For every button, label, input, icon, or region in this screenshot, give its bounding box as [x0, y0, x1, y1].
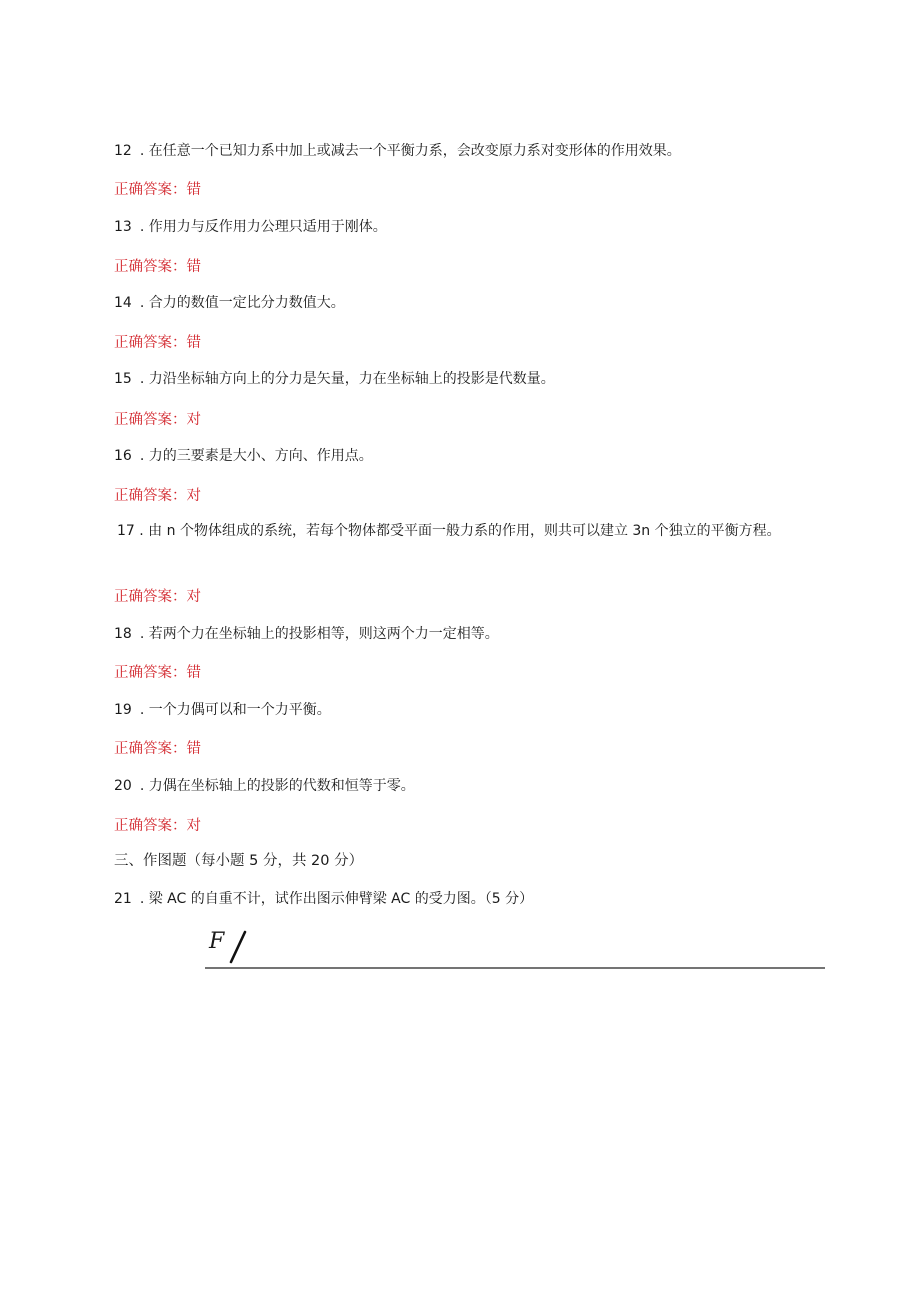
question-14 [114, 294, 345, 312]
answer-15: 正确答案：对 [114, 412, 201, 428]
question-number: 21 [114, 891, 132, 907]
question-number: 13 [114, 219, 132, 235]
question-number: 16 [114, 448, 132, 464]
question-text: . 作用力与反作用力公理只适用于刚体。 [139, 219, 387, 235]
question-12 [114, 142, 681, 160]
answer-18: 正确答案：错 [114, 665, 201, 681]
answer-17: 正确答案：对 [114, 589, 201, 605]
question-19 [114, 701, 331, 719]
question-15 [114, 370, 555, 388]
question-text: . 若两个力在坐标轴上的投影相等，则这两个力一定相等。 [139, 626, 499, 642]
question-number: 20 [114, 778, 132, 794]
answer-20: 正确答案：对 [114, 818, 201, 834]
answer-14: 正确答案：错 [114, 335, 201, 351]
answer-19: 正确答案：错 [114, 741, 201, 757]
question-number: 15 [114, 371, 132, 387]
question-16 [114, 447, 373, 465]
question-text: . 梁 AC 的自重不计，试作出图示伸臂梁 AC 的受力图。（5 分） [139, 891, 534, 907]
section-heading: 三、作图题（每小题 5 分，共 20 分） [114, 853, 364, 869]
question-21 [114, 890, 533, 908]
beam-figure [205, 928, 825, 976]
question-text: . 一个力偶可以和一个力平衡。 [139, 702, 331, 718]
question-text: . 力的三要素是大小、方向、作用点。 [139, 448, 373, 464]
answer-12: 正确答案：错 [114, 182, 201, 198]
question-17 [84, 518, 824, 545]
question-20 [114, 777, 415, 795]
answer-16: 正确答案：对 [114, 488, 201, 504]
question-number: 14 [114, 295, 132, 311]
question-number: 18 [114, 626, 132, 642]
question-text: . 力偶在坐标轴上的投影的代数和恒等于零。 [139, 778, 415, 794]
question-text: . 力沿坐标轴方向上的分力是矢量，力在坐标轴上的投影是代数量。 [139, 371, 555, 387]
beam-diagram [205, 928, 825, 976]
force-arrow-line [231, 932, 245, 962]
question-number: 12 [114, 143, 132, 159]
question-text: . 由 n 个物体组成的系统，若每个物体都受平面一般力系的作用，则共可以建立 3n 个独立的平衡方程。 [139, 523, 781, 539]
question-13 [114, 218, 387, 236]
question-text: . 在任意一个已知力系中加上或减去一个平衡力系，会改变原力系对变形体的作用效果。 [139, 143, 681, 159]
question-18 [114, 625, 499, 643]
question-number: 19 [114, 702, 132, 718]
question-text: . 合力的数值一定比分力数值大。 [139, 295, 345, 311]
answer-13: 正确答案：错 [114, 259, 201, 275]
force-label: F [209, 929, 225, 954]
question-number: 17 [117, 523, 135, 539]
